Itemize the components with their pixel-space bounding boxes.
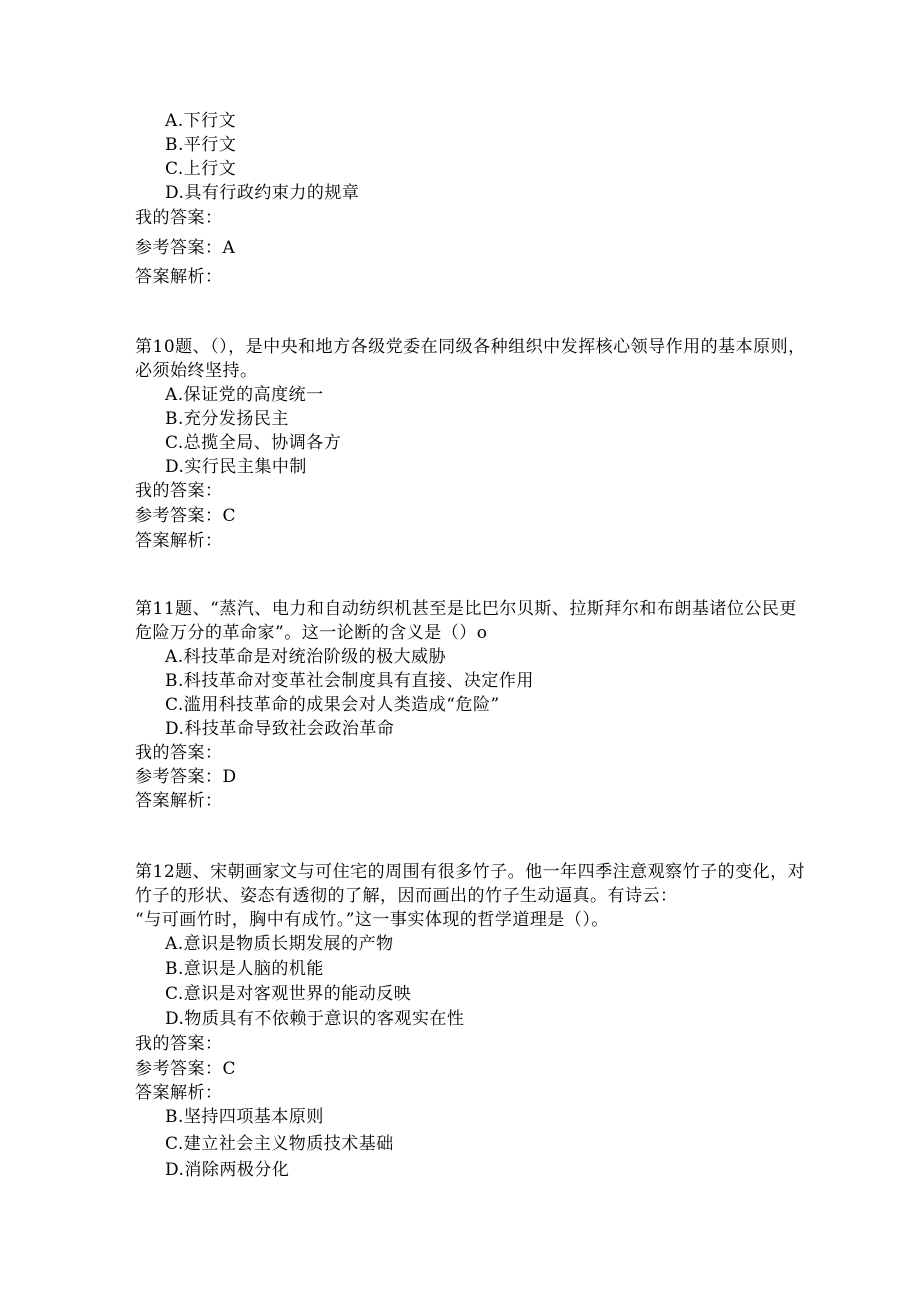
q12-option-d: D.物质具有不依赖于意识的客观实在性: [165, 1009, 465, 1029]
q10-reference-answer: 参考答案：C: [135, 506, 237, 526]
q10-stem-line-1: 第10题、（），是中央和地方各级党委在同级各种组织中发挥核心领导作用的基本原则，: [135, 337, 806, 357]
q12-stem-line-1: 第12题、宋朝画家文与可住宅的周围有很多竹子。他一年四季注意观察竹子的变化，对: [135, 862, 806, 882]
q11-stem-line-1: 第11题、“蒸汽、电力和自动纺织机甚至是比巴尔贝斯、拉斯拜尔和布朗基诸位公民更: [135, 599, 797, 619]
q10-my-answer: 我的答案：: [135, 481, 223, 501]
q12-option-a: A.意识是物质长期发展的产物: [165, 934, 394, 954]
q12-option-b: B.意识是人脑的机能: [165, 959, 324, 979]
q10-stem-line-2: 必须始终坚持。: [135, 361, 258, 381]
q9-analysis: 答案解析：: [135, 267, 223, 287]
q9-my-answer: 我的答案：: [135, 208, 223, 228]
q12-reference-answer: 参考答案：C: [135, 1059, 237, 1079]
q10-option-d: D.实行民主集中制: [165, 457, 307, 477]
q9-reference-answer: 参考答案：A: [135, 238, 236, 258]
q9-option-c: C.上行文: [165, 159, 237, 179]
q10-option-c: C.总揽全局、协调各方: [165, 433, 342, 453]
q11-stem-line-2: 危险万分的革命家”。这一论断的含义是（）o: [135, 623, 488, 643]
q9-option-b: B.平行文: [165, 135, 237, 155]
q12-my-answer: 我的答案：: [135, 1034, 223, 1054]
q10-option-b: B.充分发扬民主: [165, 409, 289, 429]
q11-reference-answer: 参考答案：D: [135, 767, 237, 787]
q12-analysis: 答案解析：: [135, 1083, 223, 1103]
q12-stem-line-2: 竹子的形状、姿态有透彻的了解，因而画出的竹子生动逼真。有诗云：: [135, 886, 678, 906]
q10-option-a: A.保证党的高度统一: [165, 385, 324, 405]
q9-option-a: A.下行文: [165, 111, 237, 131]
q11-option-b: B.科技革命对变革社会制度具有直接、决定作用: [165, 671, 534, 691]
trailing-option-d: D.消除两极分化: [165, 1160, 290, 1180]
q11-option-d: D.科技革命导致社会政治革命: [165, 719, 395, 739]
q11-my-answer: 我的答案：: [135, 743, 223, 763]
q11-option-a: A.科技革命是对统治阶级的极大威胁: [165, 647, 447, 667]
q12-stem-line-3: “与可画竹时，胸中有成竹。”这一事实体现的哲学道理是（）。: [135, 910, 609, 930]
q9-option-d: D.具有行政约束力的规章: [165, 183, 360, 203]
trailing-option-b: B.坚持四项基本原则: [165, 1107, 324, 1127]
q11-analysis: 答案解析：: [135, 791, 223, 811]
trailing-option-c: C.建立社会主义物质技术基础: [165, 1134, 394, 1154]
q11-option-c: C.滥用科技革命的成果会对人类造成“危险”: [165, 695, 500, 715]
q10-analysis: 答案解析：: [135, 531, 223, 551]
q12-option-c: C.意识是对客观世界的能动反映: [165, 984, 412, 1004]
